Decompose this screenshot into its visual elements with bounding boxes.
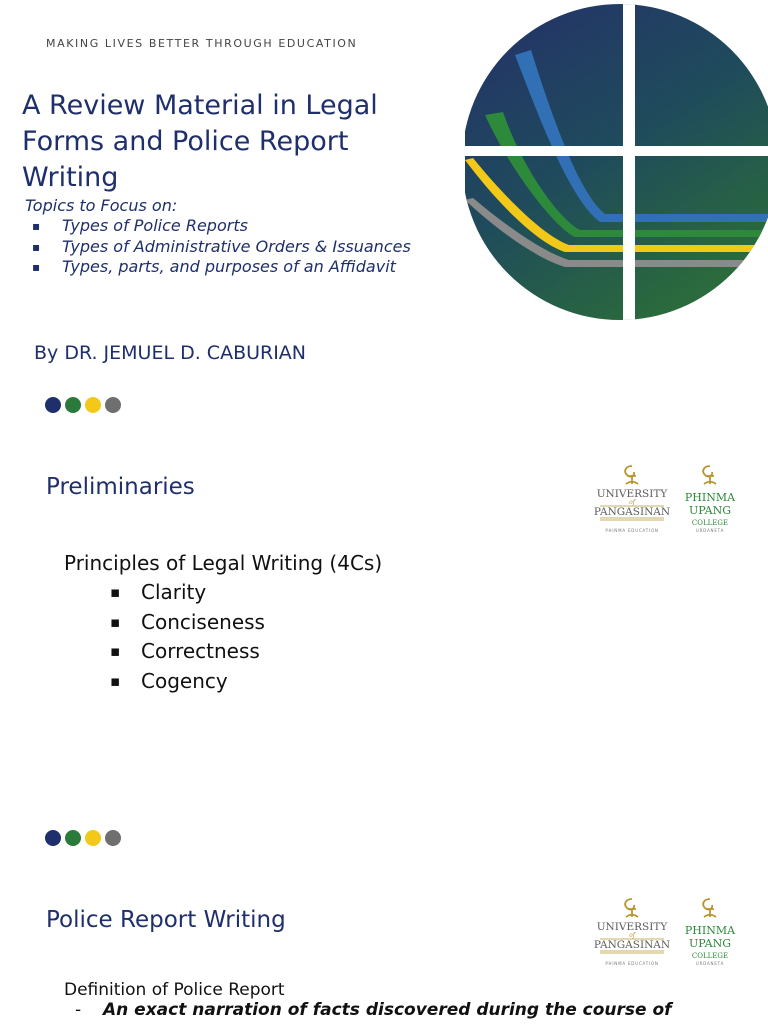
definition-item [75,1000,672,1020]
uni-line3: PANGASINAN [593,939,671,951]
principles-heading: Principles of Legal Writing (4Cs) [64,551,383,575]
definition-text: An exact narration of facts discovered during the course of [103,1000,672,1020]
topics-heading: Topics to Focus on: [25,196,178,215]
decorative-dots [45,830,121,846]
yellow-dot [85,830,101,846]
main-title: A Review Material in Legal Forms and Police Report Writing [22,90,378,193]
uni-line4: PHINMA EDUCATION [605,528,659,533]
gray-dot [105,397,121,413]
university-of-pangasinan-logo-icon [592,895,672,967]
green-dot [65,830,81,846]
author-byline: By DR. JEMUEL D. CABURIAN [34,342,307,364]
green-dot [65,397,81,413]
topic-item: ▪ Types, parts, and purposes of an Affidavit [28,257,411,278]
phinma-line2: UPANG [688,937,732,950]
phinma-line1: PHINMA [684,924,736,937]
yellow-dot [85,397,101,413]
uni-line1: UNIVERSITY [596,921,668,933]
principle-item: ▪ Clarity [110,578,265,608]
navy-dot [45,397,61,413]
phinma-circle-logo-icon [465,0,768,320]
gray-dot [105,830,121,846]
decorative-dots [45,397,121,413]
phinma-line1: PHINMA [684,491,736,504]
phinma-line4: URDANETA [695,961,725,966]
phinma-line4: URDANETA [695,528,725,533]
uni-line1: UNIVERSITY [596,488,668,500]
tagline: MAKING LIVES BETTER THROUGH EDUCATION [46,37,358,50]
university-of-pangasinan-logo-icon [592,462,672,534]
navy-dot [45,830,61,846]
principle-item: ▪ Cogency [110,667,265,697]
uni-line2: of [629,932,635,939]
phinma-line3: COLLEGE [691,519,729,527]
topic-item: ▪ Types of Police Reports [28,216,411,237]
uni-line2: of [629,499,635,506]
definition-dash: - [75,1000,82,1020]
principle-item: ▪ Conciseness [110,608,265,638]
phinma-upang-college-logo-icon [682,895,738,967]
definition-heading: Definition of Police Report [64,980,285,1000]
principle-item: ▪ Correctness [110,637,265,667]
topics-list [28,216,411,278]
phinma-upang-college-logo-icon [682,462,738,534]
preliminaries-title: Preliminaries [46,474,195,500]
topic-item: ▪ Types of Administrative Orders & Issuances [28,237,411,258]
phinma-line2: UPANG [688,504,732,517]
phinma-line3: COLLEGE [691,952,729,960]
uni-line3: PANGASINAN [593,506,671,518]
principles-list [110,578,265,696]
uni-line4: PHINMA EDUCATION [605,961,659,966]
police-report-writing-title: Police Report Writing [46,907,286,933]
